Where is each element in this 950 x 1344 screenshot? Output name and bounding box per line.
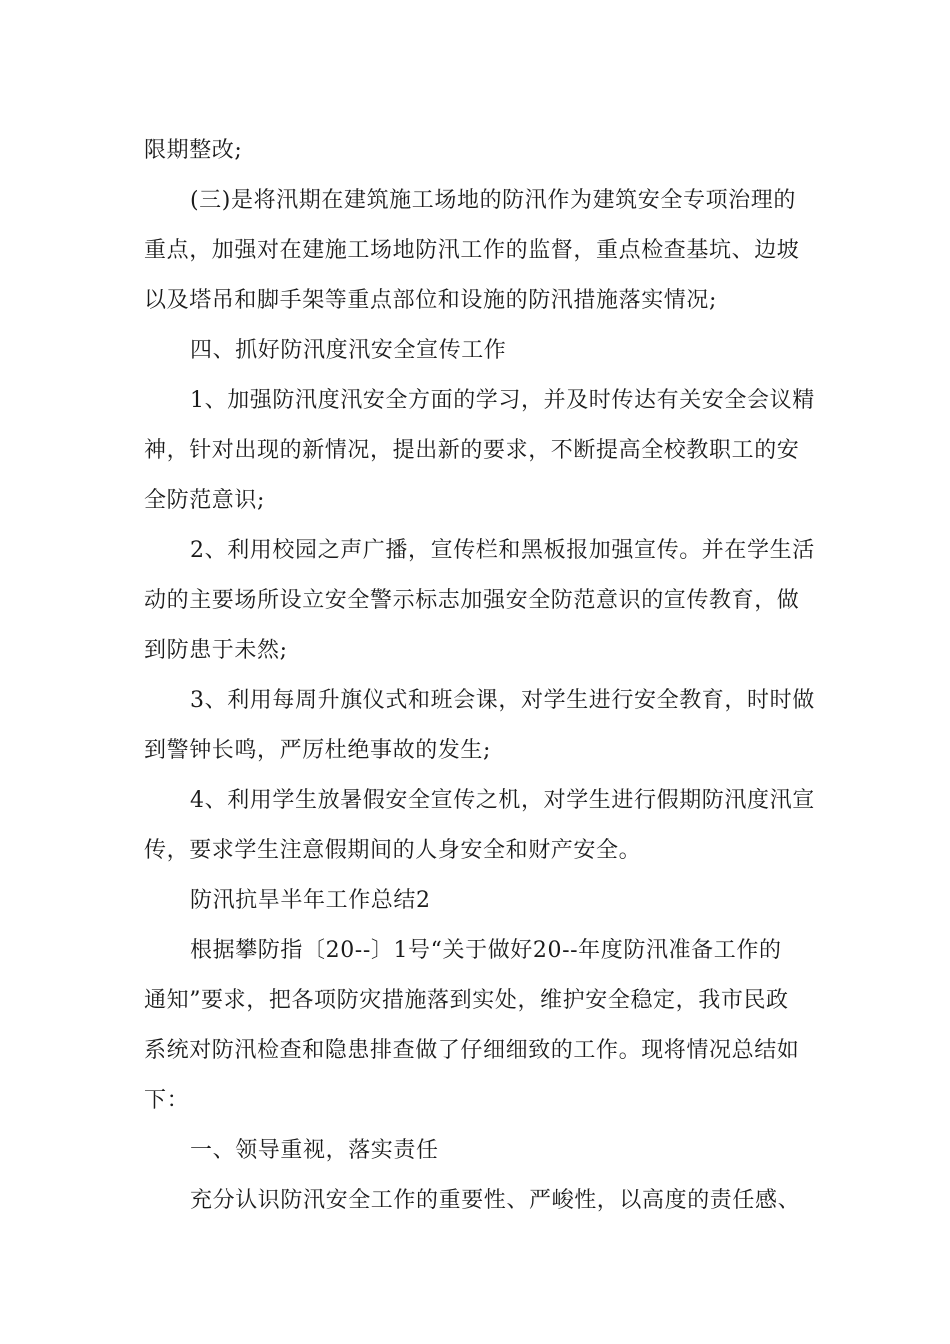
section-heading: 四、抓好防汛度汛安全宣传工作 [190, 338, 507, 363]
text-line: 下： [144, 1088, 190, 1113]
text-line: 动的主要场所设立安全警示标志加强安全防范意识的宣传教育，做 [144, 588, 800, 613]
text-line: 通知”要求，把各项防灾措施落到实处，维护安全稳定，我市民政 [144, 988, 789, 1013]
text-line: 4、利用学生放暑假安全宣传之机，对学生进行假期防汛度汛宣 [190, 788, 815, 813]
text-line: 到防患于未然; [144, 638, 288, 663]
text-line: 充分认识防汛安全工作的重要性、严峻性，以高度的责任感、 [190, 1188, 801, 1213]
text-line: 2、利用校园之声广播，宣传栏和黑板报加强宣传。并在学生活 [190, 538, 815, 563]
section-heading: 一、领导重视，落实责任 [190, 1138, 439, 1163]
text-line: 重点，加强对在建施工场地防汛工作的监督，重点检查基坑、边坡 [144, 238, 800, 263]
text-line: 传，要求学生注意假期间的人身安全和财产安全。 [144, 838, 642, 863]
text-line: 系统对防汛检查和隐患排查做了仔细细致的工作。现将情况总结如 [144, 1038, 800, 1063]
text-line: 3、利用每周升旗仪式和班会课，对学生进行安全教育，时时做 [190, 688, 815, 713]
text-line: 根据攀防指〔20--〕1号“关于做好20--年度防汛准备工作的 [190, 938, 782, 963]
text-line: 限期整改; [144, 138, 243, 163]
text-line: 神，针对出现的新情况，提出新的要求，不断提高全校教职工的安 [144, 438, 800, 463]
text-line: 全防范意识; [144, 488, 266, 513]
text-line: 以及塔吊和脚手架等重点部位和设施的防汛措施落实情况; [144, 288, 718, 313]
text-line: (三)是将汛期在建筑施工场地的防汛作为建筑安全专项治理的 [190, 188, 796, 213]
text-line: 1、加强防汛度汛安全方面的学习，并及时传达有关安全会议精 [190, 388, 815, 413]
text-line: 到警钟长鸣，严厉杜绝事故的发生; [144, 738, 492, 763]
document-subtitle: 防汛抗旱半年工作总结2 [190, 888, 431, 913]
